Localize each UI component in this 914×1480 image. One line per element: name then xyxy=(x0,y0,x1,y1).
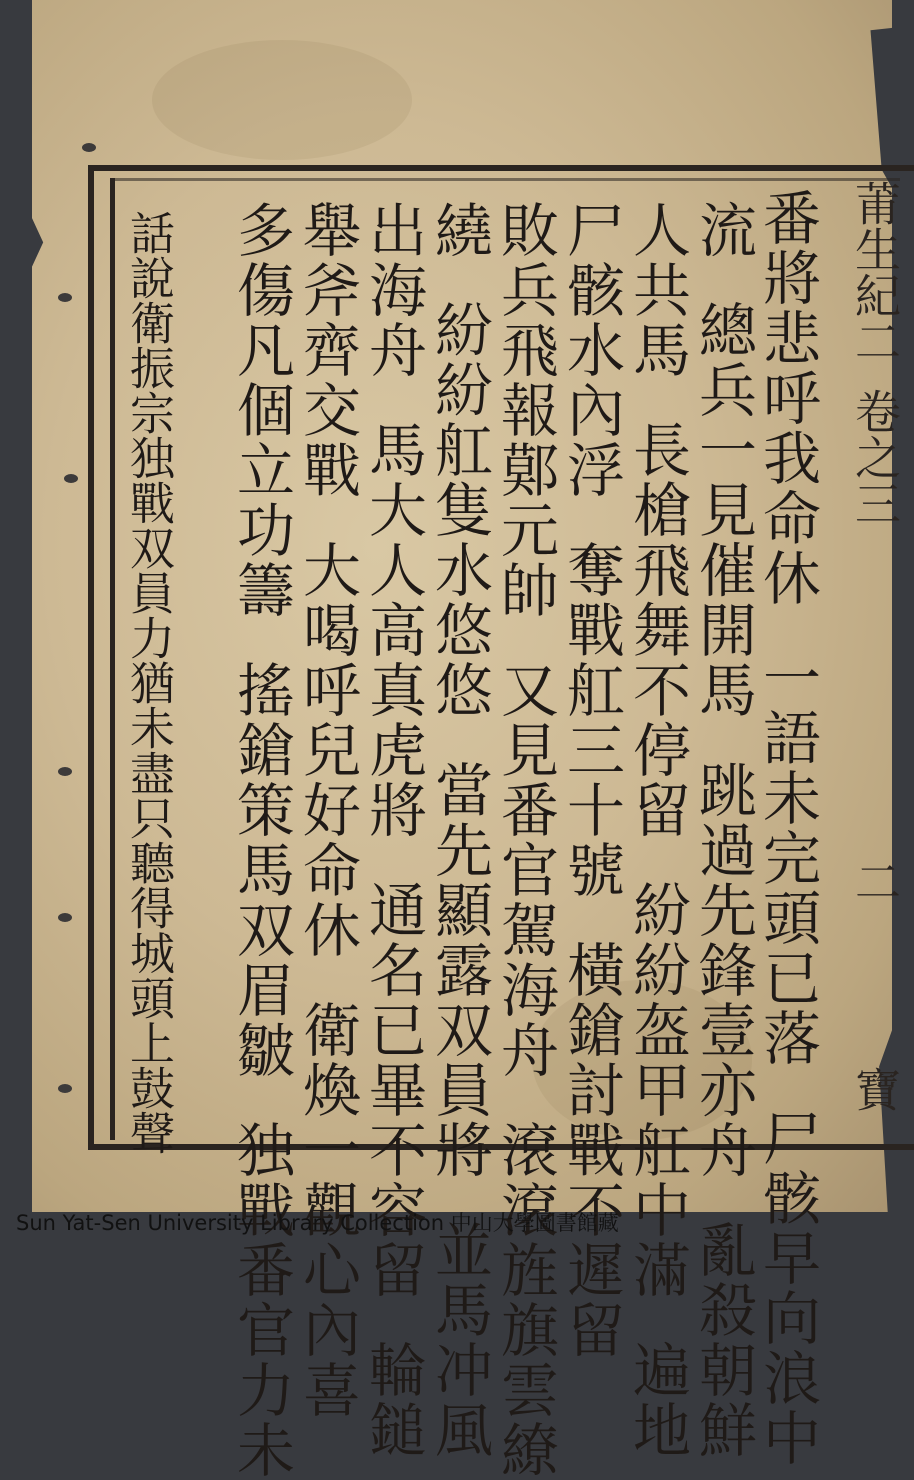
binding-hole xyxy=(58,1084,72,1093)
binding-hole xyxy=(58,767,72,776)
text-segment: 話說衛振宗独戰双員力猶未盡只聽得城頭上鼓聲 xyxy=(122,210,175,1155)
text-segment: 尸骸水內浮 xyxy=(557,200,625,500)
text-segment: 番將悲呼我命休 xyxy=(753,188,821,608)
text-column xyxy=(425,200,493,1460)
text-segment: 出海舟 xyxy=(359,200,427,380)
print-frame-inner-rule xyxy=(110,178,115,1140)
text-column xyxy=(557,200,625,1360)
text-segment: 一語未完頭已落 xyxy=(753,648,821,1068)
text-segment: 搖鎗策馬双眉皺 xyxy=(227,660,295,1080)
text-segment: 滾滾旌旗雲繚 xyxy=(491,1120,559,1480)
binding-hole xyxy=(82,143,96,152)
text-segment: 尸骸早向浪中 xyxy=(753,1108,821,1468)
text-segment: 独戰番官力未 xyxy=(227,1120,295,1480)
text-segment: 遍地 xyxy=(623,1340,691,1460)
text-segment: 人共馬 xyxy=(623,200,691,380)
text-segment: 紛紛盔甲舡中滿 xyxy=(623,880,691,1300)
library-caption: Sun Yat-Sen University Library Collection 中山大學圖書館藏 xyxy=(16,1211,619,1235)
text-column xyxy=(491,200,559,1480)
text-segment: 繞 xyxy=(425,200,493,260)
text-segment: 衛煥一觀心內喜 xyxy=(293,1000,361,1420)
text-segment: 橫鎗討戰不遲留 xyxy=(557,940,625,1360)
binding-hole xyxy=(58,913,72,922)
text-segment: 馬大人高真虎將 xyxy=(359,420,427,840)
text-segment: 敗兵飛報鄚元帥 xyxy=(491,200,559,620)
text-segment: 流 xyxy=(689,200,757,260)
text-column xyxy=(293,200,361,1420)
text-segment: 並馬冲風 xyxy=(425,1220,493,1460)
text-segment: 多傷凡個立功籌 xyxy=(227,200,295,620)
margin-volume: 卷之三 xyxy=(848,388,902,526)
text-segment: 通名已畢不容留 xyxy=(359,880,427,1300)
binding-hole xyxy=(64,474,78,483)
margin-title: 莆生紀二 xyxy=(848,180,902,364)
text-column xyxy=(753,188,821,1468)
text-segment: 跳過先鋒壹亦舟 xyxy=(689,760,757,1180)
text-segment: 長槍飛舞不停留 xyxy=(623,420,691,840)
margin-page-number: 二 xyxy=(848,858,902,904)
margin-hall-name: 寶 xyxy=(848,1066,902,1112)
paper-stain xyxy=(152,40,412,160)
text-column xyxy=(227,200,295,1480)
text-segment: 奪戰舡三十號 xyxy=(557,540,625,900)
text-segment: 亂殺朝鮮 xyxy=(689,1220,757,1460)
text-segment: 又見番官駕海舟 xyxy=(491,660,559,1080)
text-segment: 總兵一見催開馬 xyxy=(689,300,757,720)
text-column xyxy=(689,200,757,1460)
text-column xyxy=(122,210,175,1155)
text-segment: 舉斧齊交戰 xyxy=(293,200,361,500)
text-segment: 當先顯露双員將 xyxy=(425,760,493,1180)
text-column xyxy=(623,200,691,1460)
text-segment: 紛紛舡隻水悠悠 xyxy=(425,300,493,720)
text-segment: 輪鎚 xyxy=(359,1340,427,1460)
text-column xyxy=(359,200,427,1460)
print-frame-top-rule xyxy=(110,178,900,181)
binding-hole xyxy=(58,293,72,302)
text-segment: 大喝呼兒好命休 xyxy=(293,540,361,960)
